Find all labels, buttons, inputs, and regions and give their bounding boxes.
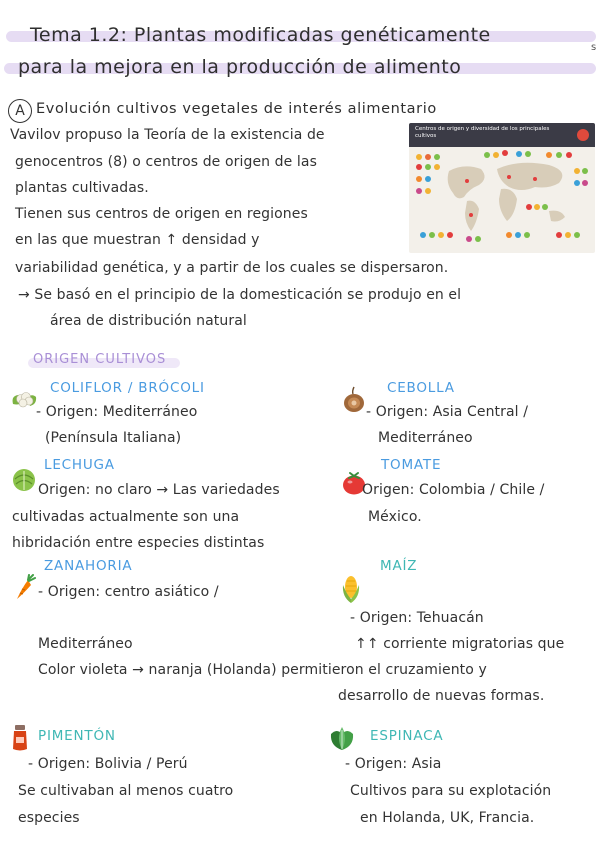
crop-name-zanahoria: ZANAHORIA (44, 558, 133, 574)
crop-line: - Origen: Tehuacán (350, 610, 484, 626)
crop-line: ↑↑ corriente migratorias que (355, 636, 565, 652)
onion-icon (340, 385, 368, 415)
crop-line: Mediterráneo (38, 636, 133, 652)
crop-line: (Península Italiana) (45, 430, 182, 446)
map-title: Centros de origen y diversidad de los principales cultivos (415, 126, 550, 139)
corn-icon (337, 573, 365, 607)
paragraph-line: área de distribución natural (50, 313, 247, 329)
crop-name-coliflor: COLIFLOR / BRÓCOLI (50, 380, 205, 396)
crop-line: Mediterráneo (378, 430, 473, 446)
crop-line: en Holanda, UK, Francia. (360, 810, 535, 826)
crop-line: - Origen: Mediterráneo (36, 404, 198, 420)
paragraph-line: → Se basó en el principio de la domesticación se produjo en el (18, 287, 462, 303)
crop-name-pimenton: PIMENTÓN (38, 728, 116, 744)
lettuce-icon (10, 467, 38, 493)
crop-line: hibridación entre especies distintas (12, 535, 265, 551)
crop-line: - Origen: centro asiático / (38, 584, 219, 600)
crop-line: Se cultivaban al menos cuatro (18, 783, 234, 799)
origins-heading: ORIGEN CULTIVOS (33, 352, 167, 367)
paragraph-line: Tienen sus centros de origen en regiones (15, 206, 308, 222)
crop-line: desarrollo de nuevas formas. (338, 688, 545, 704)
crop-origins-map (409, 123, 595, 253)
crop-line: México. (368, 509, 422, 525)
crop-name-lechuga: LECHUGA (44, 457, 115, 473)
crop-name-espinaca: ESPINACA (370, 728, 444, 744)
paragraph-line: plantas cultivadas. (15, 180, 149, 196)
crop-line: Cultivos para su explotación (350, 783, 552, 799)
crop-line: especies (18, 810, 80, 826)
crop-line: - Origen: Asia Central / (366, 404, 529, 420)
paprika-jar-icon (9, 723, 31, 753)
paragraph-line: en las que muestran ↑ densidad y (15, 232, 260, 248)
crop-name-maiz: MAÍZ (380, 558, 418, 574)
crop-name-tomate: TOMATE (381, 457, 442, 473)
carrot-icon (13, 574, 37, 602)
page-title-line2: para la mejora en la producción de alimento (18, 56, 462, 78)
crop-name-cebolla: CEBOLLA (387, 380, 455, 396)
cauliflower-icon (10, 388, 38, 414)
world-map-illustration (409, 123, 595, 253)
crop-line: - Origen: Bolivia / Perú (28, 756, 188, 772)
page-title-line1: Tema 1.2: Plantas modificadas genéticamente (30, 24, 491, 46)
section-heading: Evolución cultivos vegetales de interés alimentario (36, 101, 437, 117)
crop-line: Origen: no claro → Las variedades (38, 482, 280, 498)
spinach-icon (327, 724, 357, 752)
crop-line: - Origen: Asia (345, 756, 442, 772)
crop-line: Origen: Colombia / Chile / (362, 482, 545, 498)
page-mark: s (591, 42, 597, 53)
paragraph-line: Vavilov propuso la Teoría de la existencia de (10, 127, 325, 143)
paragraph-line: genocentros (8) o centros de origen de las (15, 154, 317, 170)
paragraph-line: variabilidad genética, y a partir de los cuales se dispersaron. (15, 260, 449, 276)
crop-line: Color violeta → naranja (Holanda) permitieron el cruzamiento y (38, 662, 487, 678)
crop-line: cultivadas actualmente son una (12, 509, 240, 525)
section-letter: A (8, 99, 32, 123)
